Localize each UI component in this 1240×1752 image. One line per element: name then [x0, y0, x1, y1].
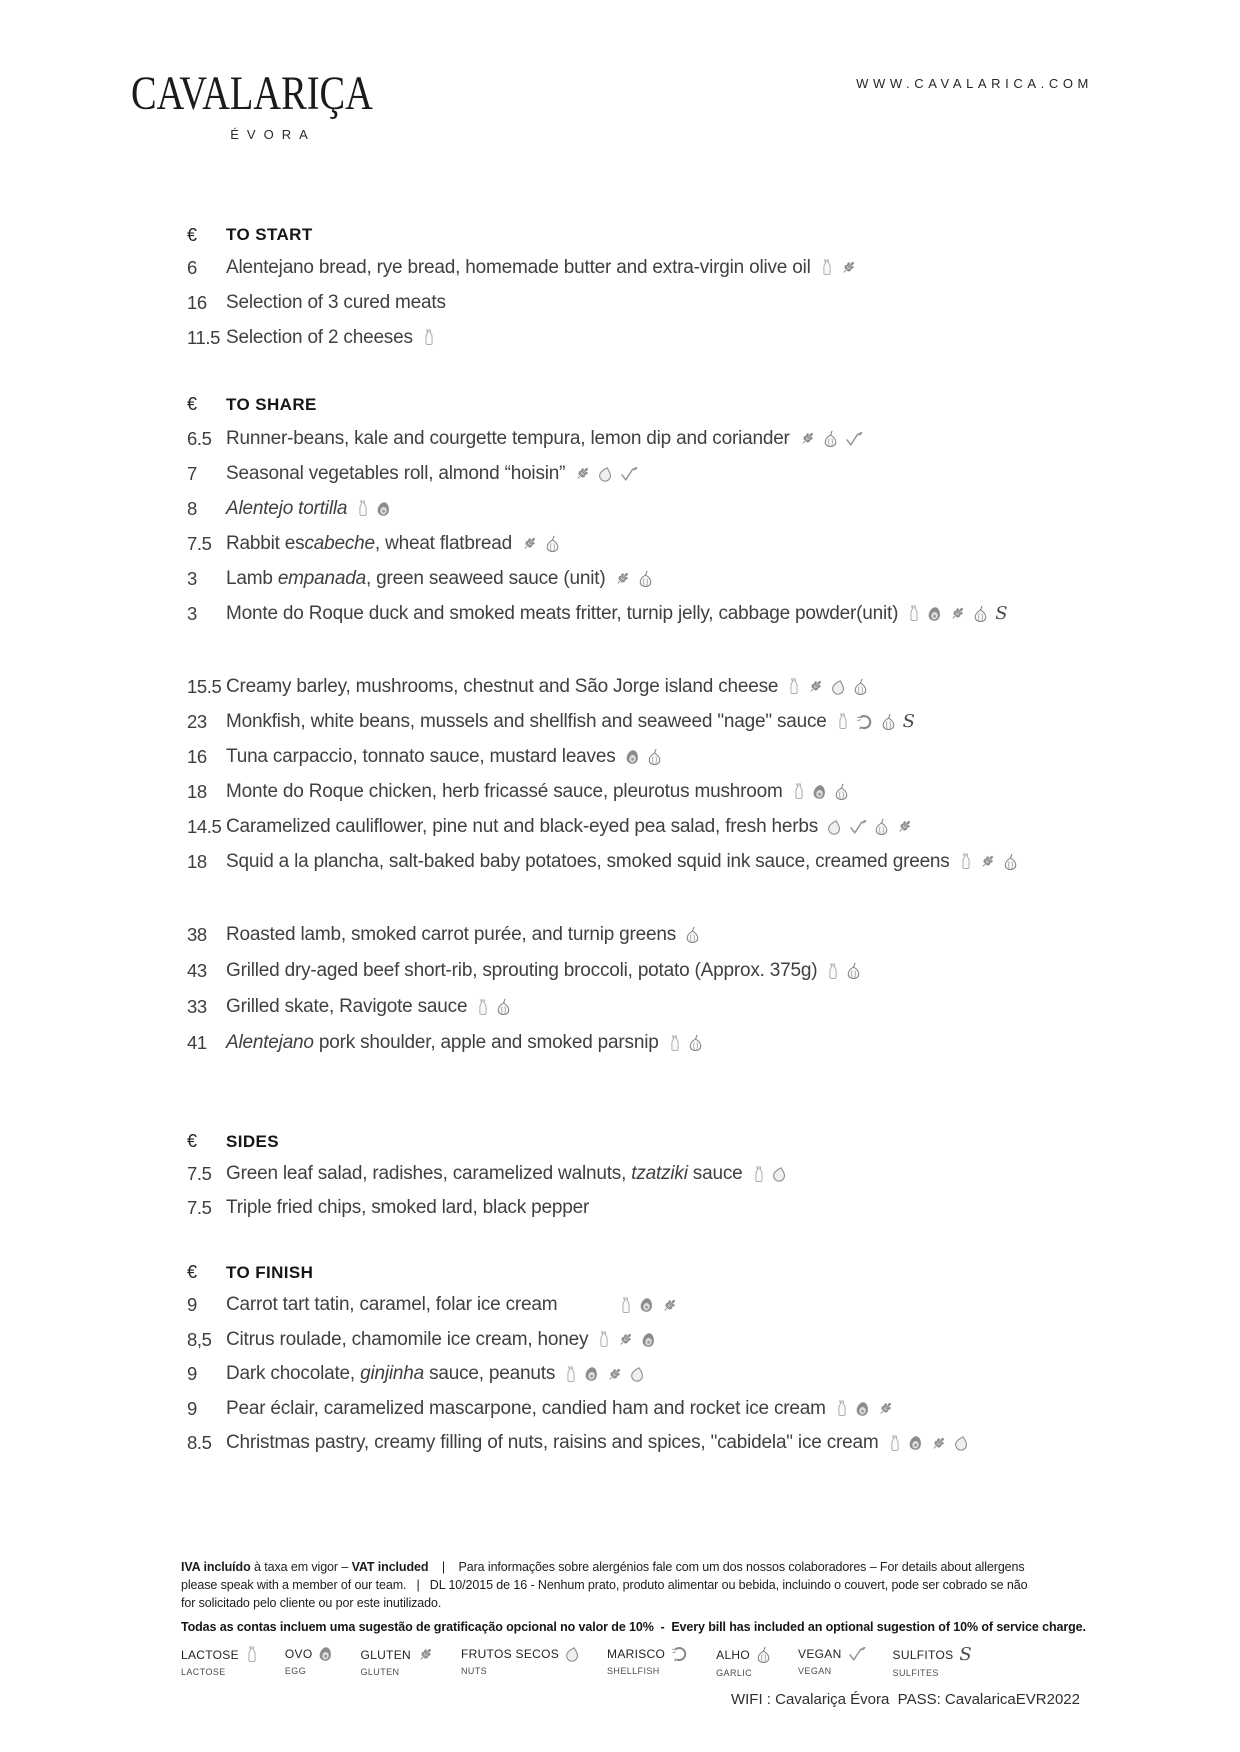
allergen-icons — [799, 430, 863, 448]
currency-symbol: € — [187, 1131, 198, 1151]
egg-icon — [584, 1366, 599, 1382]
gluten-icon — [896, 818, 913, 835]
legend-entry — [716, 1646, 771, 1678]
nuts-icon — [565, 1646, 580, 1662]
item-price: 7.5 — [187, 1197, 212, 1218]
legend-sublabel: NUTS — [460, 1666, 488, 1676]
gluten-icon — [807, 678, 824, 695]
nuts-icon — [598, 466, 613, 482]
legal-note — [181, 1558, 1086, 1612]
allergen-icons — [959, 853, 1018, 871]
item-price: 6 — [187, 256, 197, 278]
legend-sublabel: LACTOSE — [181, 1667, 226, 1677]
item-description: Selection of 2 cheeses — [226, 326, 413, 348]
item-price: 38 — [187, 924, 207, 945]
lactose-icon — [787, 678, 800, 695]
section-items — [187, 421, 1187, 631]
item-price: 9 — [187, 1363, 197, 1385]
nuts-icon — [630, 1366, 645, 1382]
item-description: Alentejano bread, rye bread, homemade butter and extra-virgin olive oil — [226, 256, 811, 278]
menu-item — [187, 739, 1187, 774]
garlic-icon — [834, 783, 849, 801]
section-title: TO START — [226, 225, 313, 244]
item-price: 41 — [187, 1032, 207, 1053]
allergen-icons — [668, 1034, 703, 1052]
item-description: Pear éclair, caramelized mascarpone, candied ham and rocket ice cream — [226, 1397, 826, 1419]
garlic-icon — [973, 605, 988, 623]
garlic-icon — [638, 570, 653, 588]
lactose-icon — [835, 1400, 848, 1417]
item-price: 15.5 — [187, 675, 222, 697]
item-description: Rabbit escabeche, wheat flatbread — [226, 532, 512, 554]
allergen-icons — [835, 1400, 894, 1417]
item-description: Caramelized cauliflower, pine nut and black-eyed pea salad, fresh herbs — [226, 815, 819, 837]
menu-section-mains-sea — [187, 669, 1187, 879]
lactose-icon — [820, 259, 833, 276]
vegan-icon — [849, 819, 867, 835]
egg-icon — [625, 749, 640, 765]
egg-icon — [639, 1297, 654, 1313]
item-description: Green leaf salad, radishes, caramelized walnuts, tzatziki sauce — [226, 1163, 743, 1184]
legend-sublabel: GLUTEN — [360, 1667, 400, 1677]
item-description: Runner-beans, kale and courgette tempura, lemon dip and coriander — [226, 427, 790, 449]
vat-included-label: VAT included — [351, 1560, 429, 1574]
allergen-icons — [752, 1166, 787, 1183]
item-description: Monkfish, white beans, mussels and shellfish and seaweed "nage" sauce — [226, 710, 827, 732]
menu-section-mains-grill — [187, 917, 1187, 1061]
garlic-icon — [881, 713, 896, 731]
currency-symbol: € — [187, 394, 198, 414]
sulfites-icon: S — [959, 1644, 973, 1665]
gluten-icon — [521, 535, 538, 552]
menu-item — [187, 456, 1187, 491]
egg-icon — [318, 1646, 333, 1662]
egg-icon — [927, 606, 942, 622]
item-description: Creamy barley, mushrooms, chestnut and São Jorge island cheese — [226, 675, 779, 697]
garlic-icon — [874, 818, 889, 836]
item-description: Lamb empanada, green seaweed sauce (unit) — [226, 567, 606, 589]
legend-label: GLUTEN — [360, 1647, 411, 1662]
egg-icon — [812, 784, 827, 800]
allergen-icons — [826, 962, 861, 980]
item-price: 11.5 — [187, 326, 221, 348]
gluten-icon — [417, 1646, 434, 1663]
menu-item — [187, 704, 1187, 739]
legend-entry — [181, 1646, 258, 1678]
item-description: Alentejano pork shoulder, apple and smoked parsnip — [226, 1032, 659, 1053]
allergen-legend — [181, 1646, 972, 1678]
allergen-icons — [787, 678, 868, 696]
sulfites-icon: S — [902, 710, 915, 732]
item-description: Christmas pastry, creamy filling of nuts, raisins and spices, "cabidela" ice cream — [226, 1432, 879, 1454]
section-title: TO FINISH — [226, 1262, 314, 1282]
legend-label: SULFITOS — [892, 1648, 954, 1662]
allergen-icons — [619, 1297, 678, 1314]
section-items — [187, 250, 1187, 355]
lactose-icon — [792, 783, 805, 800]
lactose-icon — [619, 1297, 632, 1314]
item-price: 43 — [187, 960, 207, 981]
lactose-icon — [597, 1331, 610, 1348]
brand-location: ÉVORA — [230, 127, 316, 142]
item-description: Alentejo tortilla — [226, 497, 348, 519]
garlic-icon — [496, 998, 511, 1016]
allergen-icons — [888, 1435, 969, 1452]
menu-item — [187, 917, 1187, 953]
lactose-icon — [907, 605, 920, 622]
vegan-icon — [848, 1646, 866, 1662]
brand-name: CAVALARIÇA — [131, 67, 373, 120]
allergen-icons — [907, 602, 1008, 624]
item-description: Dark chocolate, ginjinha sauce, peanuts — [226, 1363, 556, 1385]
menu-item — [187, 1157, 1187, 1191]
gluten-icon — [877, 1400, 894, 1417]
garlic-icon — [1003, 853, 1018, 871]
lactose-icon — [959, 853, 972, 870]
item-price: 7.5 — [187, 532, 212, 554]
menu-section-to-finish — [187, 1257, 1187, 1461]
item-price: 8,5 — [187, 1328, 212, 1350]
item-price: 16 — [187, 745, 207, 767]
menu-item — [187, 1025, 1187, 1061]
lactose-icon — [476, 999, 489, 1016]
garlic-icon — [685, 926, 700, 944]
legend-sublabel: SHELLFISH — [607, 1666, 660, 1676]
item-price: 9 — [187, 1294, 197, 1316]
legal-line3: for solicitado pelo cliente ou por este inutilizado. — [181, 1596, 442, 1610]
menu-item — [187, 774, 1187, 809]
lactose-icon — [245, 1646, 258, 1663]
allergen-icons — [820, 259, 857, 276]
lactose-icon — [422, 329, 435, 346]
menu-section-to-start — [187, 220, 1187, 355]
legend-sublabel: SULFITES — [892, 1668, 939, 1678]
item-description: Roasted lamb, smoked carrot purée, and turnip greens — [226, 924, 677, 945]
item-description: Grilled dry-aged beef short-rib, sprouting broccoli, potato (Approx. 375g) — [226, 960, 818, 981]
allergen-icons — [521, 535, 560, 553]
menu-item — [187, 1191, 1187, 1225]
iva-included-label: IVA incluído — [181, 1560, 251, 1574]
section-header — [187, 220, 1187, 250]
item-description: Monte do Roque duck and smoked meats fritter, turnip jelly, cabbage powder(unit) — [226, 602, 899, 624]
allergen-icons — [574, 465, 638, 482]
legal-line1 — [181, 1558, 1086, 1576]
allergen-icons — [625, 748, 662, 766]
gluten-icon — [840, 259, 857, 276]
allergen-icons — [827, 818, 913, 836]
gluten-icon — [949, 605, 966, 622]
menu-item — [187, 844, 1187, 879]
menu-item — [187, 1288, 1187, 1323]
garlic-icon — [756, 1646, 771, 1664]
egg-icon — [855, 1401, 870, 1417]
menu-item — [187, 1323, 1187, 1358]
menu-item — [187, 809, 1187, 844]
menu-section-sides — [187, 1126, 1187, 1225]
garlic-icon — [647, 748, 662, 766]
sulfites-icon: S — [995, 602, 1008, 624]
gluten-icon — [617, 1331, 634, 1348]
shellfish-icon — [671, 1646, 689, 1662]
menu-item — [187, 596, 1187, 631]
lactose-icon — [564, 1366, 577, 1383]
legend-label: MARISCO — [607, 1647, 666, 1661]
iva-mid-text: à taxa em vigor – — [250, 1560, 352, 1574]
lactose-icon — [356, 500, 369, 517]
section-title: SIDES — [226, 1131, 280, 1151]
vegan-icon — [620, 466, 638, 482]
legend-entry — [285, 1646, 334, 1678]
garlic-icon — [846, 962, 861, 980]
item-description: Triple fried chips, smoked lard, black pepper — [226, 1197, 590, 1218]
item-price: 8 — [187, 497, 197, 519]
menu-item — [187, 421, 1187, 456]
gluten-icon — [979, 853, 996, 870]
gluten-icon — [799, 430, 816, 447]
menu-item — [187, 953, 1187, 989]
item-description: Citrus roulade, chamomile ice cream, honey — [226, 1328, 589, 1350]
item-price: 8.5 — [187, 1432, 212, 1454]
website-url: WWW.CAVALARICA.COM — [856, 76, 1093, 91]
lactose-icon — [826, 963, 839, 980]
item-price: 23 — [187, 710, 207, 732]
currency-symbol: € — [187, 1262, 198, 1282]
menu-item — [187, 320, 1187, 355]
egg-icon — [908, 1435, 923, 1451]
menu-item — [187, 526, 1187, 561]
item-description: Tuna carpaccio, tonnato sauce, mustard leaves — [226, 745, 616, 767]
allergen-icons — [614, 570, 653, 588]
garlic-icon — [823, 430, 838, 448]
item-description: Squid a la plancha, salt-baked baby potatoes, smoked squid ink sauce, creamed greens — [226, 850, 950, 872]
legend-sublabel: EGG — [284, 1666, 307, 1676]
legend-sublabel: VEGAN — [798, 1666, 832, 1676]
allergen-icons — [564, 1366, 645, 1383]
menu-section-to-share — [187, 388, 1187, 631]
section-header — [187, 1257, 1187, 1288]
item-description: Selection of 3 cured meats — [226, 291, 446, 313]
menu-item — [187, 1426, 1187, 1461]
allergen-icons — [356, 500, 391, 517]
section-items — [187, 917, 1187, 1061]
allergen-icons — [685, 926, 700, 944]
allergen-icons — [476, 998, 511, 1016]
lactose-icon — [836, 713, 849, 730]
gluten-icon — [661, 1297, 678, 1314]
allergen-icons — [792, 783, 849, 801]
section-items — [187, 1157, 1187, 1225]
menu-item — [187, 1357, 1187, 1392]
legend-label: OVO — [284, 1647, 313, 1661]
nuts-icon — [954, 1435, 969, 1451]
gluten-icon — [606, 1366, 623, 1383]
menu-item — [187, 285, 1187, 320]
garlic-icon — [853, 678, 868, 696]
item-description: Monte do Roque chicken, herb fricassé sauce, pleurotus mushroom — [226, 780, 783, 802]
section-items — [187, 669, 1187, 879]
garlic-icon — [545, 535, 560, 553]
menu-item — [187, 669, 1187, 704]
menu-item — [187, 250, 1187, 285]
service-charge-note: Todas as contas incluem uma sugestão de gratificação opcional no valor de 10% - Every bill has included an optional sugestion of 10% of service charge. — [181, 1620, 1086, 1634]
allergen-icons — [422, 329, 435, 346]
gluten-icon — [574, 465, 591, 482]
brand-logo — [131, 67, 407, 142]
item-description: Carrot tart tatin, caramel, folar ice cream — [226, 1294, 558, 1316]
section-header — [187, 388, 1187, 421]
nuts-icon — [827, 819, 842, 835]
section-items — [187, 1288, 1187, 1461]
item-price: 14.5 — [187, 815, 222, 837]
menu-item — [187, 491, 1187, 526]
item-price: 18 — [187, 780, 207, 802]
wifi-info: WIFI : Cavalariça Évora PASS: CavalaricaEVR2022 — [730, 1691, 1080, 1708]
legend-sublabel: GARLIC — [716, 1668, 753, 1678]
gluten-icon — [930, 1435, 947, 1452]
lactose-icon — [668, 1035, 681, 1052]
item-description: Grilled skate, Ravigote sauce — [226, 996, 468, 1017]
allergen-note: | Para informações sobre alergénios fale com um dos nossos colaboradores – For details about allergens — [428, 1560, 1025, 1574]
item-price: 6.5 — [187, 427, 212, 449]
garlic-icon — [688, 1034, 703, 1052]
legal-line2: please speak with a member of our team. | DL 10/2015 de 16 - Nenhum prato, produto alimentar ou bebida, incluindo o couvert, pode ser cobrado se não — [181, 1578, 1028, 1592]
allergen-icons — [836, 710, 915, 732]
menu-item — [187, 561, 1187, 596]
item-price: 18 — [187, 850, 207, 872]
item-price: 33 — [187, 996, 207, 1017]
vegan-icon — [845, 431, 863, 447]
legend-entry — [893, 1646, 973, 1678]
menu-item — [187, 1392, 1187, 1427]
legend-label: ALHO — [716, 1648, 751, 1662]
egg-icon — [641, 1332, 656, 1348]
currency-symbol: € — [187, 224, 198, 245]
legend-entry — [360, 1646, 433, 1678]
item-price: 9 — [187, 1397, 197, 1419]
item-price: 3 — [187, 567, 197, 589]
item-price: 7 — [187, 462, 197, 484]
legend-entry — [461, 1646, 580, 1678]
legend-label: LACTOSE — [181, 1647, 239, 1662]
section-header — [187, 1126, 1187, 1157]
legend-entry — [607, 1646, 689, 1678]
allergen-icons — [597, 1331, 656, 1348]
menu-item — [187, 989, 1187, 1025]
legend-label: FRUTOS SECOS — [460, 1647, 560, 1661]
item-price: 16 — [187, 291, 207, 313]
gluten-icon — [614, 570, 631, 587]
shellfish-icon — [856, 714, 874, 730]
nuts-icon — [772, 1166, 787, 1182]
legend-label: VEGAN — [798, 1647, 842, 1661]
lactose-icon — [888, 1435, 901, 1452]
section-title: TO SHARE — [226, 394, 317, 414]
item-description: Seasonal vegetables roll, almond “hoisin” — [226, 462, 566, 484]
item-price: 7.5 — [187, 1163, 212, 1184]
item-price: 3 — [187, 602, 197, 624]
lactose-icon — [752, 1166, 765, 1183]
egg-icon — [376, 501, 391, 517]
nuts-icon — [831, 679, 846, 695]
legend-entry — [798, 1646, 866, 1678]
